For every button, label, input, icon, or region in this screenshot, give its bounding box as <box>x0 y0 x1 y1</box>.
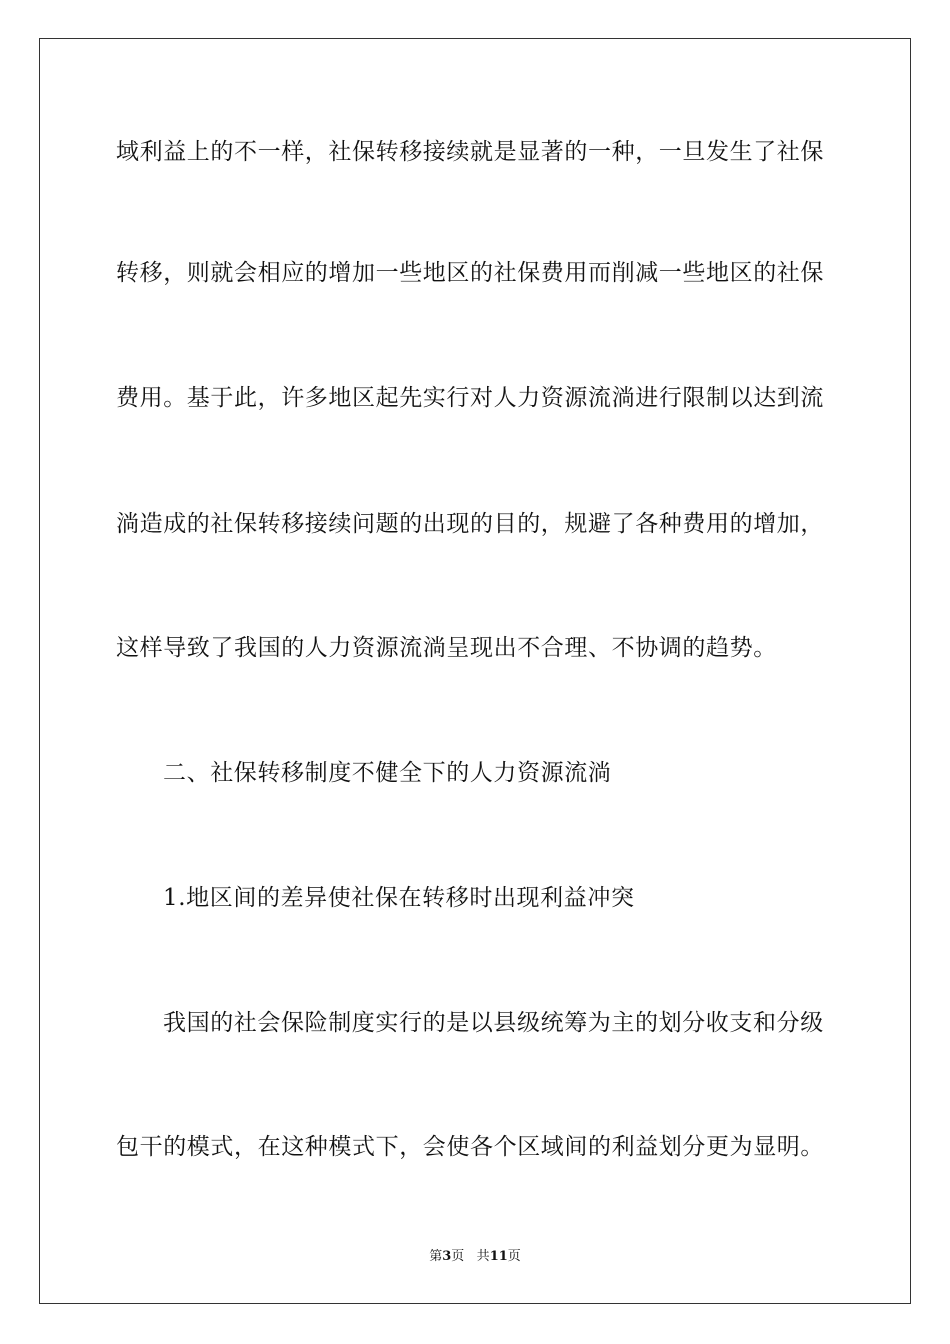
total-pages: 11 <box>489 1249 508 1264</box>
body-line-7: 包干的模式，在这种模式下，会使各个区域间的利益划分更为显明。 <box>116 1134 824 1160</box>
page-number: 3 <box>442 1249 452 1264</box>
total-suffix: 页 <box>507 1249 521 1264</box>
body-line-2: 转移，则就会相应的增加一些地区的社保费用而削减一些地区的社保 <box>116 260 824 286</box>
page-suffix: 页 <box>451 1249 465 1264</box>
body-line-5: 这样导致了我国的人力资源流淌呈现出不合理、不协调的趋势。 <box>116 635 777 661</box>
subsection-heading: 1.地区间的差异使社保在转移时出现利益冲突 <box>163 885 635 911</box>
page-footer <box>0 1248 950 1266</box>
body-line-1: 域利益上的不一样，社保转移接续就是显著的一种，一旦发生了社保 <box>116 139 824 165</box>
total-prefix: 共 <box>476 1249 490 1264</box>
page-prefix: 第 <box>429 1249 443 1264</box>
body-line-6: 我国的社会保险制度实行的是以县级统筹为主的划分收支和分级 <box>163 1010 824 1036</box>
body-line-3: 费用。基于此，许多地区起先实行对人力资源流淌进行限制以达到流 <box>116 385 824 411</box>
page-border <box>39 38 911 1304</box>
body-line-4: 淌造成的社保转移接续问题的出现的目的，规避了各种费用的增加， <box>116 511 824 537</box>
section-heading: 二、社保转移制度不健全下的人力资源流淌 <box>163 760 612 786</box>
